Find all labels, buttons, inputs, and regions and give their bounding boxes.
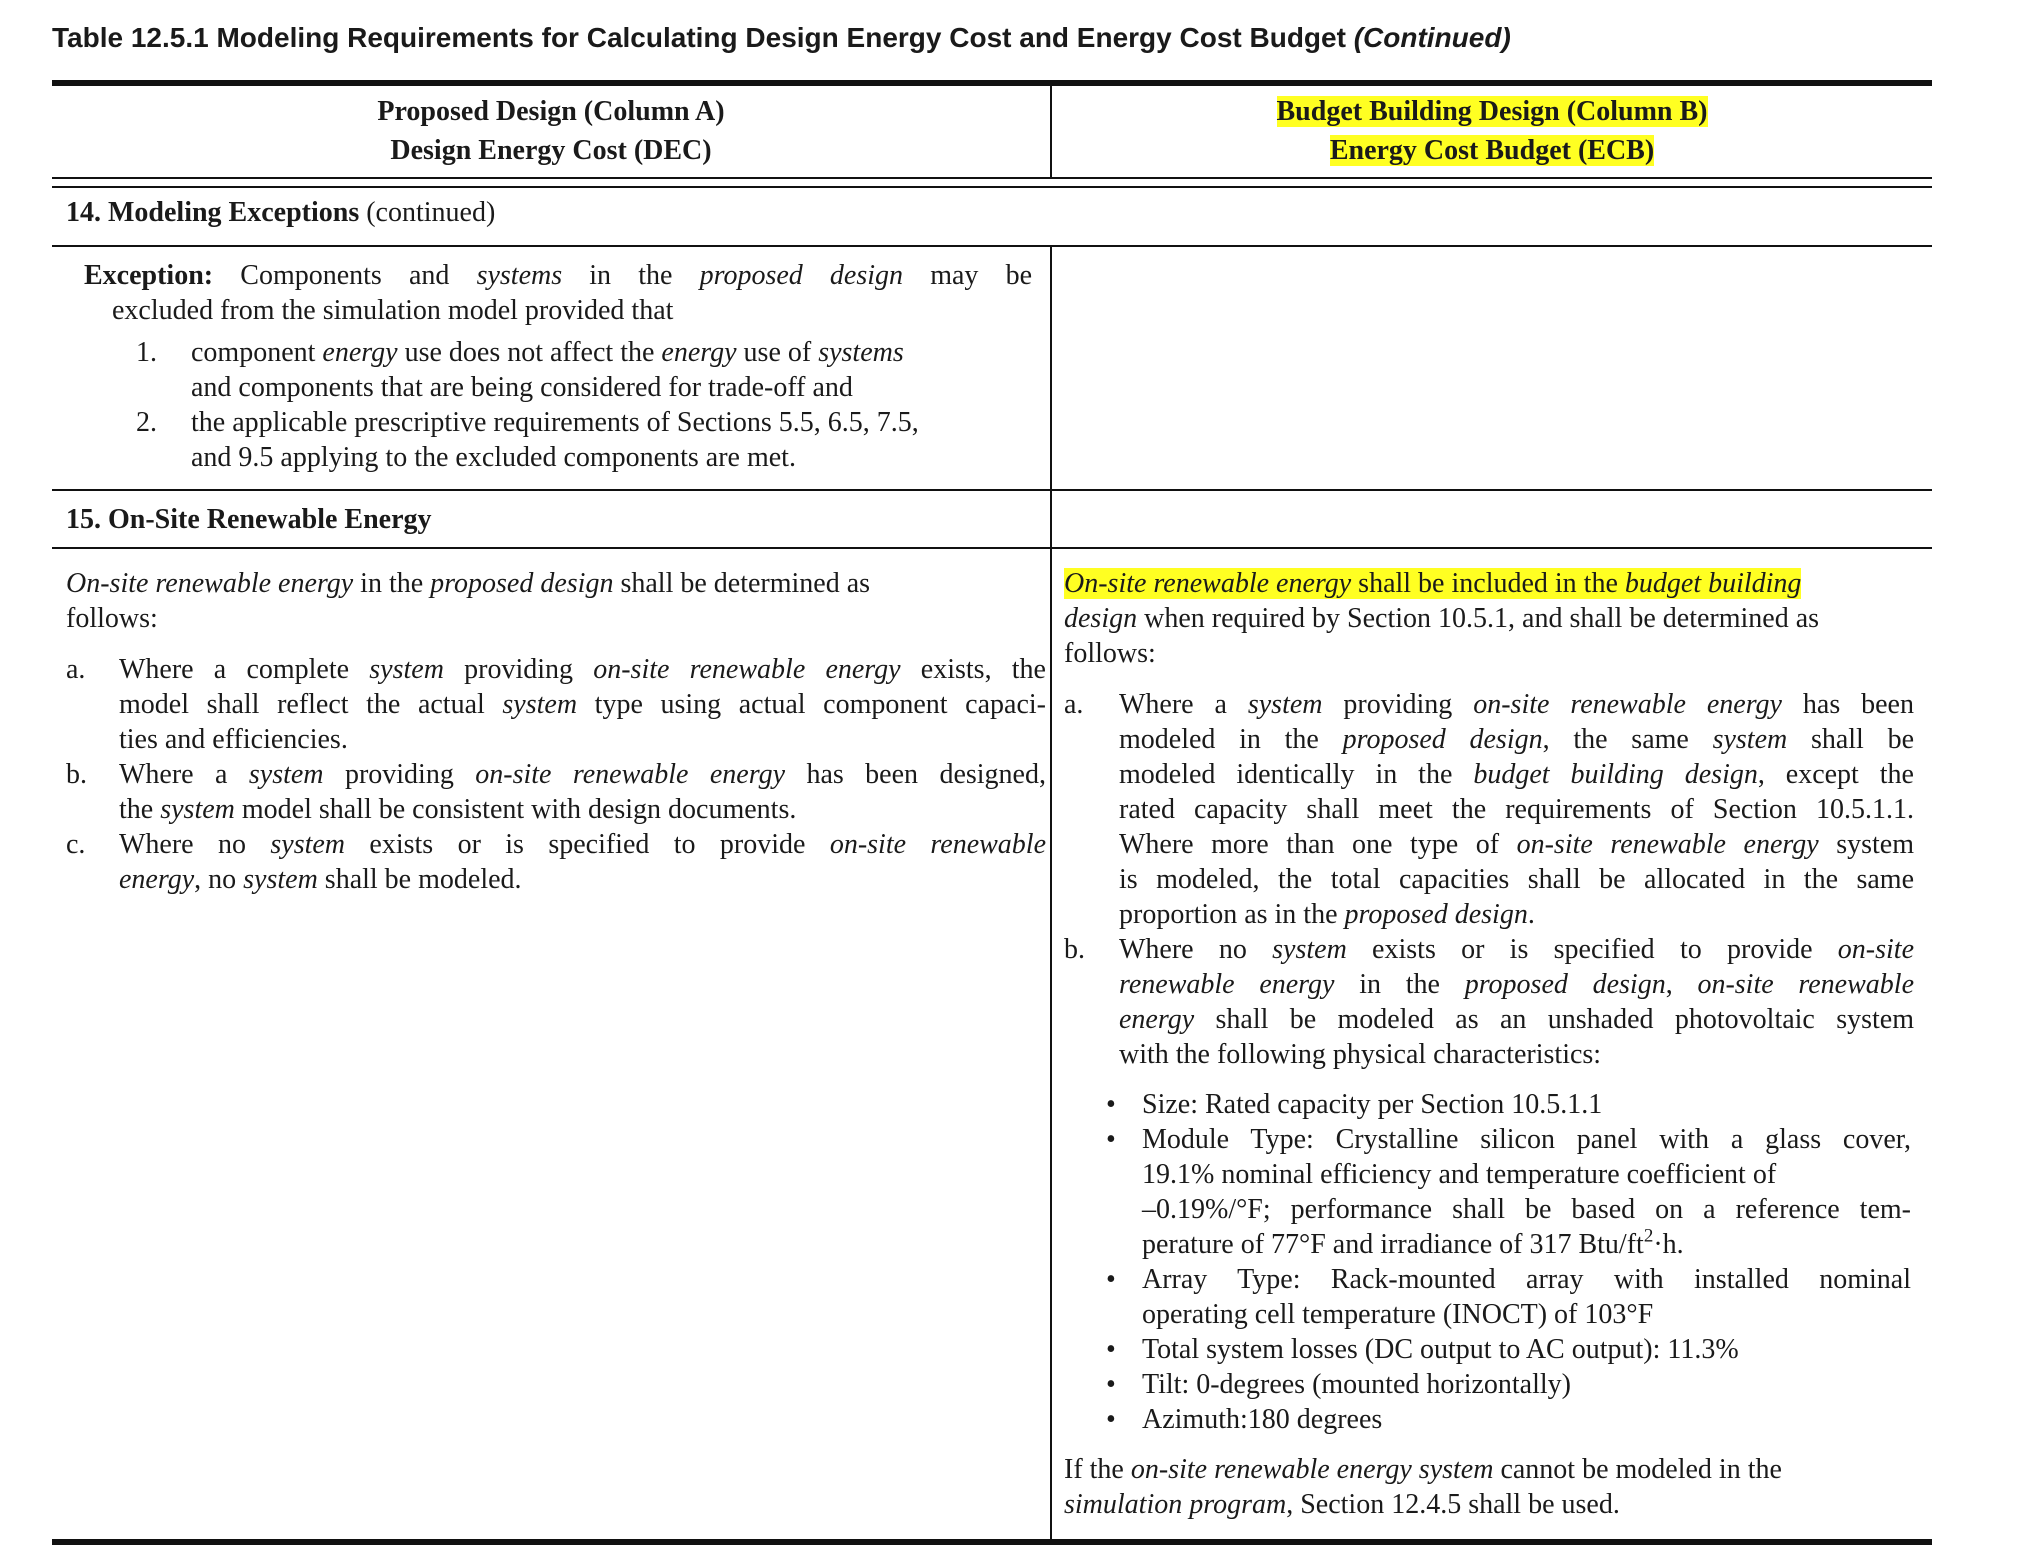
table-caption bbox=[52, 20, 1952, 56]
document-page: Table 12.5.1 Modeling Requirements for Calculating Design Energy Cost and Energy Cost Budget (Continued) Proposed Design (Column A) Design Energy Cost (DEC) Budget Building Design (Column B) Energy Cost Budget (ECB) 14. Modeling Exceptions (continued) Exception: Components and systems in the proposed design may be excluded from the simulation model provided that 1. component energy use does not affect the energy use of systems and components that are being considered for trade-off and 2. the applicable prescriptive requirements of Sections 5.5, 6.5, 7.5, and 9.5 applying to the excluded components are met. 15. On-Site Renewable Energy On-site renewable energy in the proposed design shall be determined as follows: a. Where a complete system providing on-site renewable energy exists, the model shall reflect the actual system type using actual component capaci- ties and efficiencies. b. Where a system providing on-site renewable energy has been designed, the system model shall be consistent with design documents. c. Where no system exists or is specified to provide on-site renewable energy, no system shall be modeled. On-site renewable energy shall be included in the budget building design when required by Section 10.5.1, and shall be determined as follows: a. Where a system providing on-site renewable energy has been modeled in the proposed design, the same system shall be modeled identically in the budget building design, except the rated capacity shall meet the requirements of Section 10.5.1.1. Where more than one type of on-site renewable energy system is modeled, the total capacities shall be allocated in the same proportion as in the proposed design. b. Where no system exists or is specified to provide on-site renewable energy in the proposed design, on-site renewable energy shall be modeled as an unshaded photovoltaic system with the following physical characteristics: • Size: Rated capacity per Section 10.5.1.1 • Module Type: Crystalline silicon panel with a glass cover, 19.1% nominal efficiency and temperature coefficient of –0.19%/°F; performance shall be based on a reference tem- perature of 77°F and irradiance of 317 Btu/$ft^2\cdot h$. • Array Type: Rack-mounted array with installed nominal operating cell temperature (INOCT) of 103°F • Total system losses (DC output to AC output): 11.3% • Tilt: 0-degrees (mounted horizontally) • Azimuth:180 degrees If the on-site renewable energy system cannot be modeled in the simulation program, Section 12.4.5 shall be used. bbox=[0, 0, 2017, 1554]
section-14-title: 14. Modeling Exceptions (continued) bbox=[66, 197, 496, 228]
exception-label: Exception: bbox=[84, 260, 214, 291]
section-14-exception: Exception: Components and systems in the proposed design may be excluded from the simulation model provided that bbox=[84, 260, 1032, 326]
column-divider-body bbox=[1050, 245, 1052, 1539]
rule-header-bottom-1 bbox=[52, 177, 1932, 179]
column-a-title: Proposed Design (Column A) bbox=[377, 96, 725, 127]
rule-top bbox=[52, 80, 1932, 86]
rule-section14-title bbox=[52, 245, 1932, 247]
colB-closing: If the on-site renewable energy system cannot be modeled in the simulation program, Section 12.4.5 shall be used. bbox=[1064, 1454, 1782, 1520]
table-title: Modeling Requirements for Calculating Design Energy Cost and Energy Cost Budget bbox=[216, 22, 1346, 53]
rule-section15-top bbox=[52, 489, 1932, 491]
table-continued: (Continued) bbox=[1353, 22, 1511, 53]
section-15-title: 15. On-Site Renewable Energy bbox=[66, 504, 432, 535]
column-a-header bbox=[52, 92, 1050, 170]
column-b-title: Budget Building Design (Column B) bbox=[1276, 96, 1708, 127]
column-b-header bbox=[1052, 92, 1932, 170]
table-number: Table 12.5.1 bbox=[52, 22, 209, 53]
colA-intro: On-site renewable energy in the proposed design shall be determined as follows: bbox=[66, 568, 871, 634]
column-b-subtitle: Energy Cost Budget (ECB) bbox=[1329, 135, 1655, 166]
rule-bottom bbox=[52, 1539, 1932, 1545]
rule-header-bottom-2 bbox=[52, 186, 1932, 188]
column-a-subtitle: Design Energy Cost (DEC) bbox=[390, 135, 712, 166]
colB-intro: On-site renewable energy shall be included in the budget building design when required by Section 10.5.1, and shall be determined as follows: bbox=[1064, 568, 1820, 669]
rule-section15-title bbox=[52, 547, 1932, 549]
